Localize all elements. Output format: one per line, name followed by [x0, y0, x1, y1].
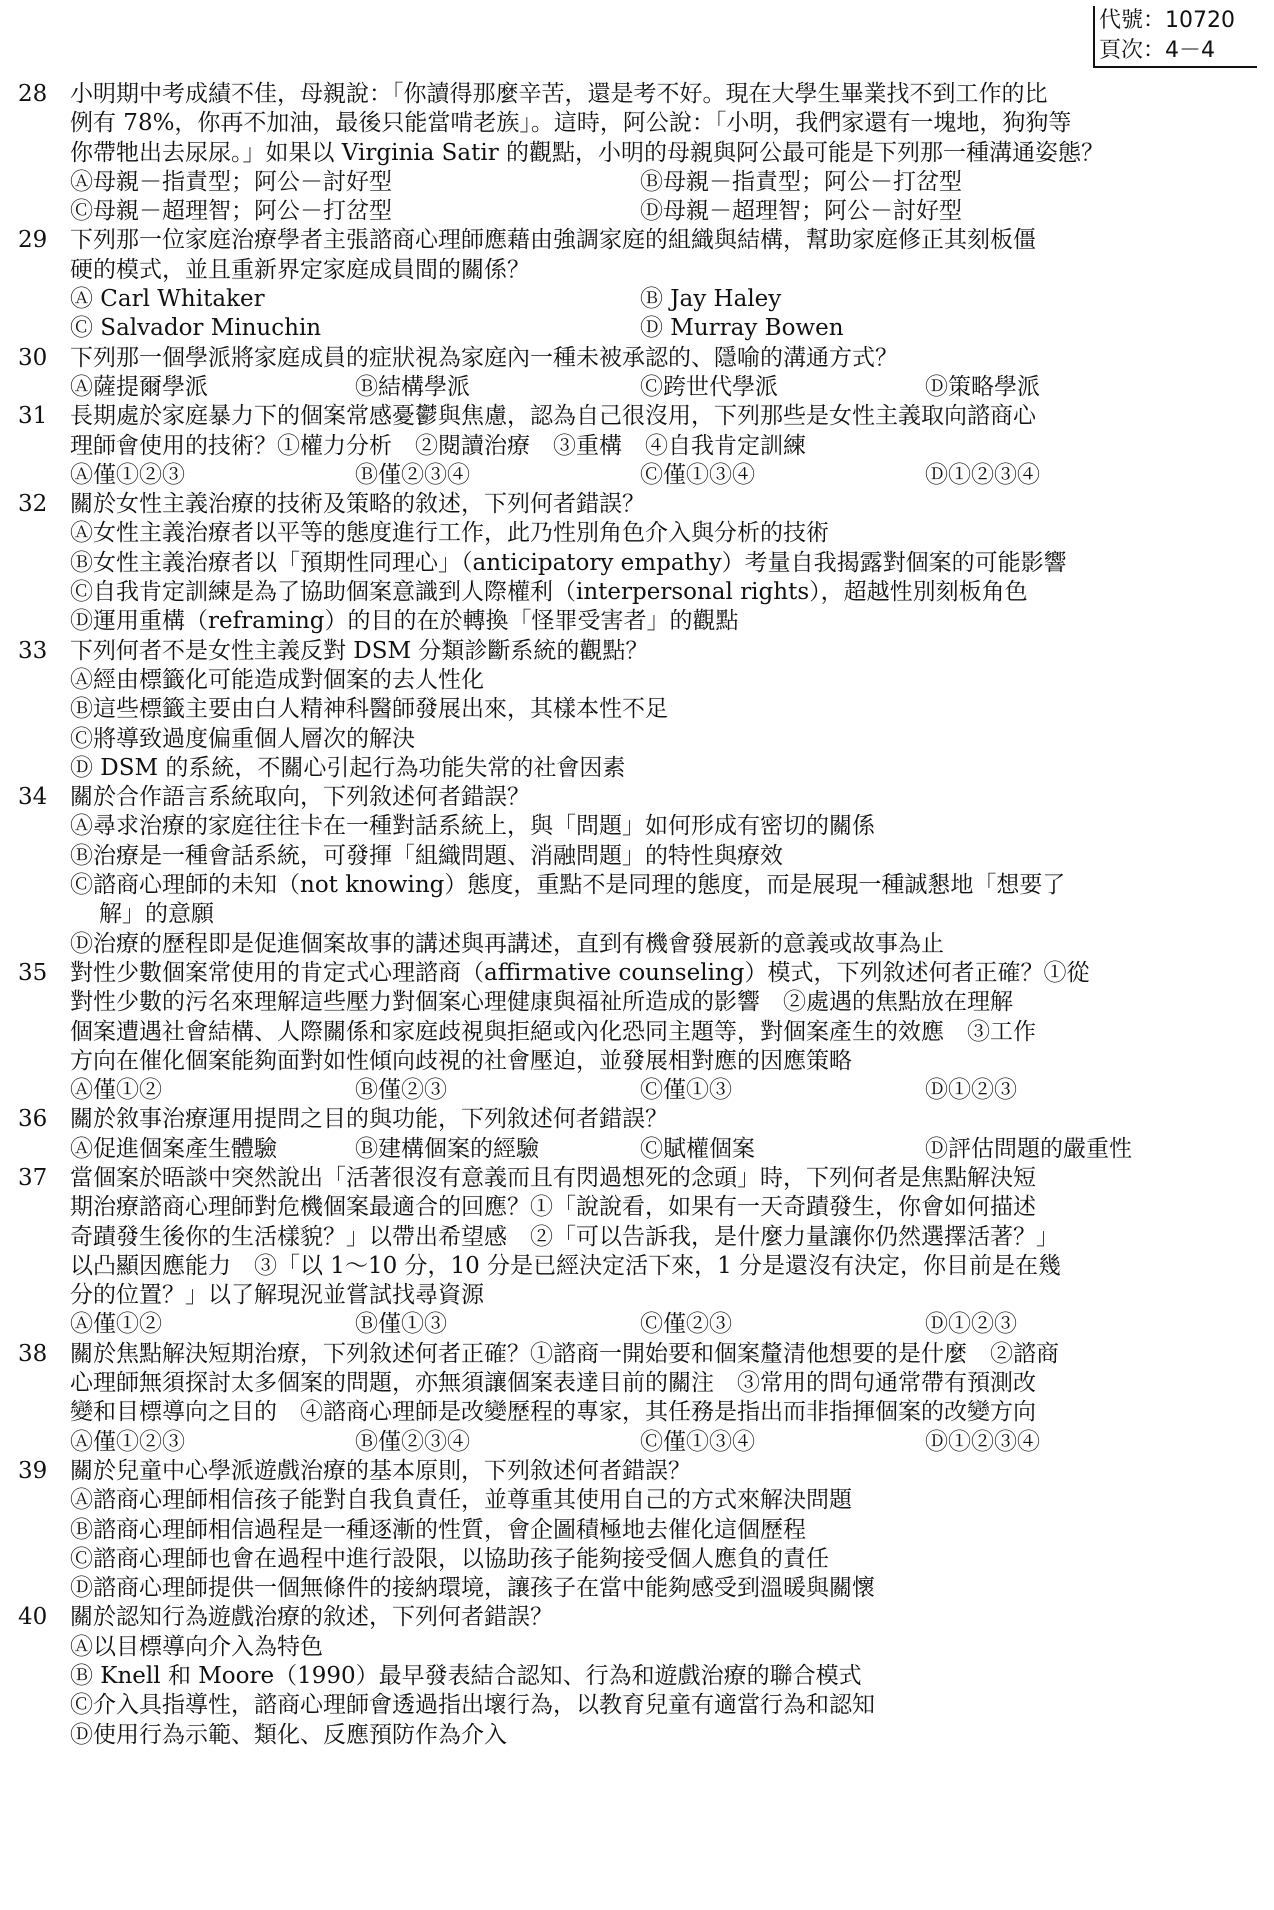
- answer-option[interactable]: Ⓒ諮商心理師的未知（not knowing）態度，重點不是同理的態度，而是展現一種誠懇地「想要了: [70, 872, 1066, 899]
- answer-option[interactable]: Ⓒ跨世代學派: [640, 373, 778, 400]
- answer-option[interactable]: Ⓒ介入具指導性，諮商心理師會透過指出壞行為，以教育兒童有適當行為和認知: [70, 1692, 875, 1719]
- answer-option[interactable]: Ⓐ經由標籤化可能造成對個案的去人性化: [70, 666, 484, 693]
- question-number: 32: [18, 491, 48, 518]
- answer-option[interactable]: Ⓓ①②③④: [925, 461, 1040, 488]
- question-34: [18, 783, 1258, 959]
- question-number: 34: [18, 784, 48, 811]
- question-text-line: 以凸顯因應能力 ③「以 1～10 分，10 分是已經決定活下來，1 分是還沒有決定，你目前是在幾: [70, 1252, 1062, 1279]
- answer-options: [70, 168, 1258, 227]
- answer-option[interactable]: Ⓐ尋求治療的家庭往往卡在一種對話系統上，與「問題」如何形成有密切的關係: [70, 813, 875, 840]
- answer-option[interactable]: Ⓑ僅②③: [355, 1077, 447, 1104]
- question-35: [18, 959, 1258, 1105]
- answer-option[interactable]: Ⓓ治療的歷程即是促進個案故事的講述與再講述，直到有機會發展新的意義或故事為止: [70, 930, 944, 957]
- answer-option[interactable]: Ⓐ諮商心理師相信孩子能對自我負責任，並尊重其使用自己的方式來解決問題: [70, 1487, 852, 1514]
- question-number: 28: [18, 81, 48, 107]
- question-text-line: 關於女性主義治療的技術及策略的敘述，下列何者錯誤？: [70, 491, 645, 518]
- answer-option[interactable]: Ⓓ評估問題的嚴重性: [925, 1135, 1132, 1162]
- answer-options: [70, 1076, 1258, 1105]
- answer-options: [70, 1428, 1258, 1457]
- question-number: 37: [18, 1164, 48, 1191]
- answer-option[interactable]: Ⓓ使用行為示範、類化、反應預防作為介入: [70, 1721, 507, 1748]
- question-list: [18, 80, 1258, 1750]
- answer-option[interactable]: Ⓐ僅①②③: [70, 461, 185, 488]
- question-text-line: 關於認知行為遊戲治療的敘述，下列何者錯誤？: [70, 1604, 553, 1631]
- answer-option[interactable]: Ⓐ僅①②: [70, 1311, 162, 1338]
- question-number: 30: [18, 344, 48, 371]
- question-text-line: 關於兒童中心學派遊戲治療的基本原則，下列敘述何者錯誤？: [70, 1457, 691, 1484]
- answer-option[interactable]: Ⓑ諮商心理師相信過程是一種逐漸的性質，會企圖積極地去催化這個歷程: [70, 1516, 806, 1543]
- question-number: 40: [18, 1604, 48, 1631]
- question-number: 39: [18, 1457, 48, 1484]
- answer-option[interactable]: Ⓒ僅①③④: [640, 461, 755, 488]
- question-28: [18, 80, 1258, 226]
- answer-option[interactable]: Ⓐ以目標導向介入為特色: [70, 1633, 323, 1660]
- answer-options: [70, 285, 1258, 344]
- answer-option[interactable]: Ⓐ女性主義治療者以平等的態度進行工作，此乃性別角色介入與分析的技術: [70, 520, 829, 547]
- answer-option[interactable]: Ⓓ策略學派: [925, 373, 1040, 400]
- answer-options: [70, 1310, 1258, 1339]
- answer-option[interactable]: Ⓑ母親－指責型；阿公－打岔型: [640, 168, 962, 195]
- answer-option[interactable]: Ⓒ賦權個案: [640, 1135, 755, 1162]
- answer-option[interactable]: Ⓓ Murray Bowen: [640, 315, 844, 342]
- question-text-line: 關於敘事治療運用提問之目的與功能，下列敘述何者錯誤？: [70, 1106, 668, 1133]
- question-text-line: 奇蹟發生後你的生活樣貌？」以帶出希望感 ②「可以告訴我，是什麼力量讓你仍然選擇活著？」: [70, 1223, 1059, 1250]
- question-text-line: 關於合作語言系統取向，下列敘述何者錯誤？: [70, 784, 530, 811]
- question-text-line: 當個案於晤談中突然說出「活著很沒有意義而且有閃過想死的念頭」時，下列何者是焦點解決短: [70, 1164, 1036, 1191]
- page-number: 頁次：4－4: [1099, 38, 1215, 63]
- answer-options: [70, 461, 1258, 490]
- answer-option[interactable]: Ⓐ促進個案產生體驗: [70, 1135, 277, 1162]
- question-text-line: 下列那一個學派將家庭成員的症狀視為家庭內一種未被承認的、隱喻的溝通方式？: [70, 344, 898, 371]
- question-31: [18, 402, 1258, 490]
- answer-option[interactable]: Ⓒ Salvador Minuchin: [70, 315, 322, 342]
- question-text-line: 方向在催化個案能夠面對如性傾向歧視的社會壓迫，並發展相對應的因應策略: [70, 1047, 852, 1074]
- answer-option[interactable]: Ⓓ①②③: [925, 1077, 1017, 1104]
- question-text-line: 下列何者不是女性主義反對 DSM 分類診斷系統的觀點？: [70, 637, 649, 664]
- answer-option[interactable]: Ⓓ諮商心理師提供一個無條件的接納環境，讓孩子在當中能夠感受到溫暖與關懷: [70, 1575, 875, 1602]
- answer-option[interactable]: Ⓒ僅①③④: [640, 1428, 755, 1455]
- answer-option[interactable]: Ⓓ運用重構（reframing）的目的在於轉換「怪罪受害者」的觀點: [70, 608, 739, 635]
- question-text-line: 個案遭遇社會結構、人際關係和家庭歧視與拒絕或內化恐同主題等，對個案產生的效應 ③工作: [70, 1018, 1036, 1045]
- answer-option[interactable]: Ⓑ女性主義治療者以「預期性同理心」（anticipatory empathy）考量自我揭露對個案的可能影響: [70, 549, 1067, 576]
- answer-option[interactable]: Ⓓ DSM 的系統，不關心引起行為功能失常的社會因素: [70, 754, 626, 781]
- question-text-line: 分的位置？」以了解現況並嘗試找尋資源: [70, 1282, 484, 1309]
- question-38: [18, 1340, 1258, 1457]
- question-text-line: 長期處於家庭暴力下的個案常感憂鬱與焦慮，認為自己很沒用，下列那些是女性主義取向諮商心: [70, 403, 1036, 430]
- exam-code: 代號：10720: [1099, 8, 1235, 33]
- question-number: 36: [18, 1106, 48, 1133]
- answer-options: [70, 1135, 1258, 1164]
- question-text-line: 硬的模式，並且重新界定家庭成員間的關係？: [70, 256, 530, 283]
- question-text-line: 你帶牠出去尿尿。」如果以 Virginia Satir 的觀點，小明的母親與阿公最可能是下列那一種溝通姿態？: [70, 139, 1105, 166]
- question-32: [18, 490, 1258, 636]
- answer-option[interactable]: Ⓓ①②③④: [925, 1428, 1040, 1455]
- question-number: 38: [18, 1340, 48, 1367]
- answer-option[interactable]: Ⓑ僅②③④: [355, 461, 470, 488]
- answer-option[interactable]: Ⓑ Knell 和 Moore（1990）最早發表結合認知、行為和遊戲治療的聯合模式: [70, 1663, 862, 1690]
- question-text-line: 例有 78%，你再不加油，最後只能當啃老族」。這時，阿公說：「小明，我們家還有一塊地，狗狗等: [70, 110, 1072, 137]
- answer-option[interactable]: Ⓑ僅①③: [355, 1311, 447, 1338]
- question-37: [18, 1164, 1258, 1340]
- question-text-line: 變和目標導向之目的 ④諮商心理師是改變歷程的專家，其任務是指出而非指揮個案的改變方向: [70, 1399, 1036, 1426]
- answer-option[interactable]: Ⓑ治療是一種會話系統，可發揮「組織問題、消融問題」的特性與療效: [70, 842, 783, 869]
- question-number: 35: [18, 959, 48, 986]
- answer-options: [70, 373, 1258, 402]
- answer-option[interactable]: Ⓒ僅①③: [640, 1077, 732, 1104]
- answer-option[interactable]: Ⓒ僅②③: [640, 1311, 732, 1338]
- answer-option[interactable]: Ⓒ諮商心理師也會在過程中進行設限，以協助孩子能夠接受個人應負的責任: [70, 1545, 829, 1572]
- answer-option[interactable]: Ⓑ建構個案的經驗: [355, 1135, 539, 1162]
- question-text-line: 期治療諮商心理師對危機個案最適合的回應？①「說說看，如果有一天奇蹟發生，你會如何描述: [70, 1194, 1036, 1221]
- answer-option[interactable]: Ⓑ結構學派: [355, 373, 470, 400]
- answer-option[interactable]: Ⓓ①②③: [925, 1311, 1017, 1338]
- question-text-line: 小明期中考成績不佳，母親說：「你讀得那麼辛苦，還是考不好。現在大學生畢業找不到工作的比: [70, 81, 1048, 107]
- answer-option[interactable]: Ⓑ這些標籤主要由白人精神科醫師發展出來，其樣本性不足: [70, 696, 668, 723]
- question-text-line: 理師會使用的技術？①權力分析 ②閱讀治療 ③重構 ④自我肯定訓練: [70, 432, 806, 459]
- answer-option[interactable]: Ⓐ僅①②: [70, 1077, 162, 1104]
- answer-option[interactable]: Ⓐ薩提爾學派: [70, 373, 208, 400]
- question-text-line: 關於焦點解決短期治療，下列敘述何者正確？①諮商一開始要和個案釐清他想要的是什麼 ②諮商: [70, 1340, 1059, 1367]
- question-text-line: 對性少數的污名來理解這些壓力對個案心理健康與福祉所造成的影響 ②處遇的焦點放在理解: [70, 989, 1013, 1016]
- answer-option[interactable]: Ⓑ僅②③④: [355, 1428, 470, 1455]
- answer-option[interactable]: Ⓒ母親－超理智；阿公－打岔型: [70, 198, 392, 225]
- question-29: [18, 226, 1258, 343]
- answer-option[interactable]: Ⓐ母親－指責型；阿公－討好型: [70, 168, 392, 195]
- question-number: 33: [18, 637, 48, 664]
- question-39: [18, 1457, 1258, 1603]
- question-number: 29: [18, 227, 48, 254]
- answer-option[interactable]: Ⓑ Jay Haley: [640, 286, 782, 313]
- answer-option-continuation: 解」的意願: [99, 901, 214, 928]
- question-text-line: 下列那一位家庭治療學者主張諮商心理師應藉由強調家庭的組織與結構，幫助家庭修正其刻板僵: [70, 227, 1036, 254]
- answer-option[interactable]: Ⓐ僅①②③: [70, 1428, 185, 1455]
- exam-code-box: [1093, 6, 1257, 68]
- question-33: [18, 637, 1258, 783]
- question-number: 31: [18, 403, 48, 430]
- answer-option[interactable]: Ⓒ自我肯定訓練是為了協助個案意識到人際權利（interpersonal rights），超越性別刻板角色: [70, 579, 1028, 606]
- question-36: [18, 1105, 1258, 1164]
- question-30: [18, 344, 1258, 403]
- question-40: [18, 1603, 1258, 1749]
- answer-option[interactable]: Ⓓ母親－超理智；阿公－討好型: [640, 198, 962, 225]
- question-text-line: 心理師無須探討太多個案的問題，亦無須讓個案表達目前的關注 ③常用的問句通常帶有預測改: [70, 1370, 1036, 1397]
- answer-option[interactable]: Ⓒ將導致過度偏重個人層次的解決: [70, 725, 415, 752]
- answer-option[interactable]: Ⓐ Carl Whitaker: [70, 286, 265, 313]
- question-text-line: 對性少數個案常使用的肯定式心理諮商（affirmative counseling）模式，下列敘述何者正確？①從: [70, 959, 1090, 986]
